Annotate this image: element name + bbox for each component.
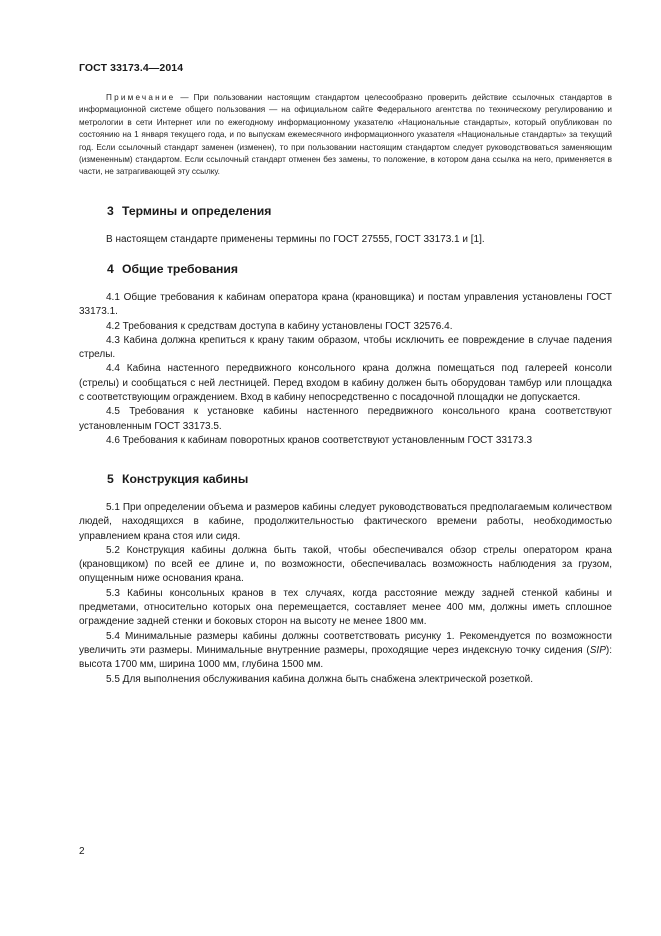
section-3-number: 3 [107, 204, 114, 218]
section-4-heading [107, 262, 238, 276]
paragraph-4-3: 4.3 Кабина должна крепиться к крану таким образом, чтобы исключить ее повреждение в случае падения стрелы. [79, 334, 612, 361]
note-label: Примечание [106, 93, 176, 102]
paragraph-4-5: 4.5 Требования к установке кабины настенного передвижного консольного крана соответствуют установленным ГОСТ 33173.5. [79, 406, 612, 432]
section-5-title: Конструкция кабины [122, 472, 249, 486]
section-5-body [79, 501, 612, 687]
section-4-title: Общие требования [122, 262, 239, 276]
paragraph-4-1: 4.1 Общие требования к кабинам оператора крана (крановщика) и постам управления установлены ГОСТ 33173.1. [79, 292, 612, 318]
paragraph-4-4: 4.4 Кабина настенного передвижного консольного крана должна помещаться под галереей консоли (стрелы) и сообщаться с ней лестницей. Перед входом в кабину должен быть оборудован тамбур или площадка с соответствующим ограждением. Вход в кабину непосредственно с посадочной площадки не допускается. [79, 363, 612, 404]
paragraph-4-2: 4.2 Требования к средствам доступа в кабину установлены ГОСТ 32576.4. [106, 320, 453, 332]
paragraph-5-4-text-before: 5.4 Минимальные размеры кабины должны соответствовать рисунку 1. Рекомендуется по возможности увеличить эти размеры. Минимальные внутренние размеры, проходящие через индексную точку сидения ( [79, 630, 612, 656]
paragraph-5-1: 5.1 При определении объема и размеров кабины следует руководствоваться предполагаемым количеством людей, находящихся в кабине, продолжительностью фактического времени работы, необходимостью управлением крана стоя или сидя. [79, 502, 612, 542]
paragraph-5-3: 5.3 Кабины консольных кранов в тех случаях, когда расстояние между задней стенкой кабины и предметами, относительно которых она перемещается, составляет менее 400 мм, должны иметь сплошное ограждение задней стенки и боковых сторон на высоту не менее 1800 мм. [79, 587, 612, 628]
document-code-header: ГОСТ 33173.4—2014 [79, 62, 184, 74]
section-5-heading [107, 472, 248, 486]
paragraph-5-5: 5.5 Для выполнения обслуживания кабина должна быть снабжена электрической розеткой. [106, 673, 533, 685]
paragraph-5-4-text-after: ): высота 1700 мм, ширина 1000 мм, глубина 1500 мм. [79, 644, 612, 671]
section-4-number: 4 [107, 262, 114, 276]
note-block [79, 92, 612, 179]
sip-abbreviation: SIP [589, 644, 606, 656]
paragraph-5-4 [79, 630, 612, 673]
note-paragraph [79, 92, 612, 179]
section-5-number: 5 [107, 472, 114, 486]
section-3-paragraph: В настоящем стандарте применены термины по ГОСТ 27555, ГОСТ 33173.1 и [1]. [106, 234, 485, 245]
section-3-body [79, 233, 612, 247]
section-4-body [79, 291, 612, 448]
note-text: — При пользовании настоящим стандартом целесообразно проверить действие ссылочных стандартов в информационной системе общего пользования — на официальном сайте Федерального агентства по техническому регулированию и метрологии в сети Интернет или по ежегодному информационному указателю «Национальные стандарты», который опубликован по состоянию на 1 января текущего года, и по выпускам ежемесячного информационного указателя «Национальные стандарты» за текущий год. Если ссылочный стандарт заменен (изменен), то при пользовании настоящим стандартом следует руководствоваться заменяющим (измененным) стандартом. Если ссылочный стандарт отменен без замены, то положение, в котором дана ссылка на него, применяется в части, не затрагивающей эту ссылку. [79, 93, 612, 177]
paragraph-5-2: 5.2 Конструкция кабины должна быть такой, чтобы обеспечивался обзор стрелы оператором крана (крановщиком) по всей ее длине и, по возможности, обеспечивалась возможность наблюдения за грузом, опущенным ниже основания крана. [79, 544, 612, 585]
page-number: 2 [79, 846, 85, 857]
section-3-title: Термины и определения [122, 204, 272, 218]
section-3-heading [107, 204, 271, 218]
paragraph-4-6: 4.6 Требования к кабинам поворотных кранов соответствуют установленным ГОСТ 33173.3 [106, 434, 533, 446]
